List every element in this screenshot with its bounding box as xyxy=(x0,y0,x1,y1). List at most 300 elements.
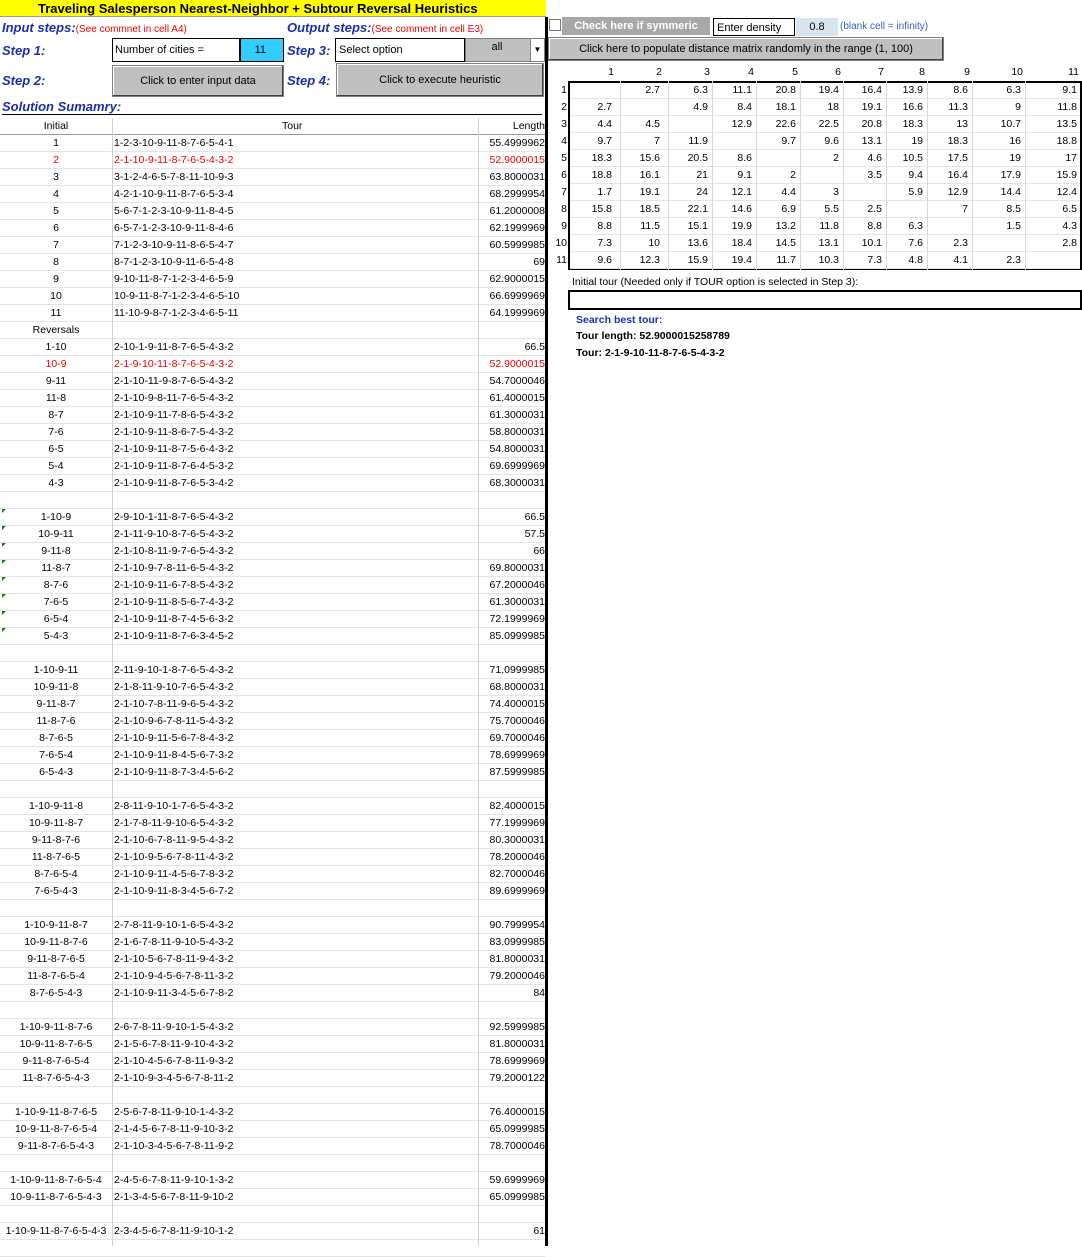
matrix-cell[interactable]: 16 xyxy=(1009,135,1021,147)
matrix-cell[interactable]: 13.6 xyxy=(687,237,708,249)
row-initial: 10-9-11-8-7-6-5 xyxy=(19,1038,93,1050)
matrix-cell[interactable]: 19 xyxy=(911,135,923,147)
grid-line xyxy=(0,185,545,186)
row-initial: 11-8-7-6 xyxy=(36,715,76,727)
matrix-cell[interactable]: 3 xyxy=(833,186,839,198)
table-row xyxy=(0,696,546,713)
row-length: 65.0999985 xyxy=(489,1191,545,1203)
matrix-cell[interactable]: 8.6 xyxy=(953,84,968,96)
row-length: 75.7000046 xyxy=(489,715,545,727)
solution-summary-label: Solution Sumamry: xyxy=(2,99,542,115)
matrix-col-header: 7 xyxy=(878,66,884,78)
grid-line xyxy=(886,81,887,270)
matrix-cell[interactable]: 12.9 xyxy=(731,118,752,130)
row-tour: 2-1-10-9-11-4-5-6-7-8-3-2 xyxy=(114,868,234,880)
grid-line xyxy=(0,321,545,322)
table-row xyxy=(0,1223,546,1240)
row-tour: 2-1-10-9-11-8-4-5-6-7-3-2 xyxy=(114,749,234,761)
row-initial: 9-11-8 xyxy=(41,545,71,557)
row-initial: 10-9-11-8-7 xyxy=(28,817,84,829)
matrix-cell[interactable]: 4.4 xyxy=(597,118,612,130)
matrix-cell[interactable] xyxy=(756,150,796,167)
grid-line xyxy=(668,81,669,270)
num-cities-input[interactable]: 11 xyxy=(240,38,284,62)
table-row xyxy=(0,203,546,220)
best-tour-text: Tour: 2-1-9-10-11-8-7-6-5-4-3-2 xyxy=(576,347,725,359)
grid-line xyxy=(0,1018,545,1019)
table-row xyxy=(0,1070,546,1087)
matrix-row-header: 6 xyxy=(561,169,567,181)
matrix-cell[interactable]: 9.7 xyxy=(597,135,612,147)
row-length: 67.2000046 xyxy=(489,579,545,591)
row-tour: 8-7-1-2-3-10-9-11-6-5-4-8 xyxy=(114,256,234,268)
matrix-cell[interactable] xyxy=(843,184,882,201)
grid-line xyxy=(0,729,545,730)
matrix-cell[interactable]: 9.6 xyxy=(597,254,612,266)
grid-line xyxy=(0,763,545,764)
grid-line xyxy=(0,474,545,475)
row-length: 89.6999969 xyxy=(489,885,545,897)
matrix-cell[interactable] xyxy=(972,235,1021,252)
row-length: 82.4000015 xyxy=(489,800,545,812)
matrix-cell[interactable]: 16.4 xyxy=(947,169,968,181)
matrix-cell[interactable]: 21 xyxy=(696,169,708,181)
matrix-row-header: 1 xyxy=(561,84,567,96)
grid-line xyxy=(0,270,545,271)
grid-line xyxy=(0,814,545,815)
matrix-cell[interactable]: 12.3 xyxy=(639,254,660,266)
table-row xyxy=(0,747,546,764)
row-initial: 9 xyxy=(53,273,59,285)
row-length: 69 xyxy=(533,256,545,268)
row-initial: 6-5 xyxy=(48,443,64,455)
grid-line xyxy=(0,236,545,237)
row-initial: 8-7-6-5 xyxy=(39,732,73,744)
title-fill xyxy=(546,0,1082,17)
matrix-cell[interactable]: 2.3 xyxy=(953,237,968,249)
matrix-cell[interactable] xyxy=(568,82,612,99)
table-row xyxy=(0,1053,546,1070)
matrix-cell[interactable]: 4.6 xyxy=(867,152,882,164)
matrix-cell[interactable]: 18.3 xyxy=(591,152,612,164)
matrix-cell[interactable]: 10.7 xyxy=(1000,118,1021,130)
table-row xyxy=(0,713,546,730)
grid-line xyxy=(800,81,801,270)
matrix-cell[interactable]: 8.4 xyxy=(737,101,752,113)
matrix-cell[interactable]: 9.1 xyxy=(737,169,752,181)
row-length: 69.8000031 xyxy=(489,562,545,574)
matrix-cell[interactable]: 18.4 xyxy=(731,237,752,249)
row-tour: 2-1-10-9-11-8-5-6-7-4-3-2 xyxy=(114,596,234,608)
row-tour: 2-1-10-9-11-7-8-6-5-4-3-2 xyxy=(114,409,234,421)
matrix-cell[interactable]: 2.5 xyxy=(867,203,882,215)
matrix-cell[interactable] xyxy=(620,99,660,116)
row-length: 57.5 xyxy=(524,528,545,540)
row-length: 69.7000046 xyxy=(489,732,545,744)
execute-heuristic-button[interactable]: Click to execute heuristic xyxy=(336,63,544,97)
matrix-cell[interactable]: 24 xyxy=(696,186,708,198)
matrix-cell[interactable] xyxy=(800,167,839,184)
table-row xyxy=(0,1104,546,1121)
row-initial: 1-10-9-11 xyxy=(33,664,79,676)
row-initial: 11-8 xyxy=(45,392,67,404)
grid-line xyxy=(0,440,545,441)
row-initial: 9-11-8-7-6-5-4-3 xyxy=(17,1140,95,1152)
matrix-col-header: 1 xyxy=(608,66,614,78)
matrix-cell[interactable]: 8.8 xyxy=(597,220,612,232)
matrix-cell[interactable]: 8.6 xyxy=(737,152,752,164)
matrix-cell[interactable]: 4.3 xyxy=(1062,220,1077,232)
row-initial: 10-9-11-8-7-6-5-4-3 xyxy=(10,1191,102,1203)
matrix-cell[interactable]: 18.1 xyxy=(775,101,796,113)
table-row xyxy=(0,356,546,373)
matrix-cell[interactable] xyxy=(1025,252,1077,269)
matrix-cell[interactable]: 2 xyxy=(790,169,796,181)
row-length: 81.8000031 xyxy=(489,953,545,965)
grid-line xyxy=(0,695,545,696)
matrix-cell[interactable]: 13.9 xyxy=(902,84,923,96)
symmetric-label[interactable]: Check here if symmeric xyxy=(562,17,710,35)
table-row xyxy=(0,237,546,254)
table-row xyxy=(0,135,546,152)
row-length: 85.0999985 xyxy=(489,630,545,642)
matrix-cell[interactable]: 7.6 xyxy=(908,237,923,249)
grid-line xyxy=(0,457,545,458)
matrix-cell[interactable]: 20.8 xyxy=(775,84,796,96)
matrix-cell[interactable]: 18 xyxy=(827,101,839,113)
matrix-cell[interactable]: 15.8 xyxy=(591,203,612,215)
matrix-cell[interactable]: 13.1 xyxy=(861,135,882,147)
row-initial: 7 xyxy=(53,239,59,251)
row-initial: 11 xyxy=(50,307,62,319)
chevron-down-icon[interactable]: ▼ xyxy=(530,39,544,61)
matrix-cell[interactable]: 6.3 xyxy=(1006,84,1021,96)
matrix-cell[interactable] xyxy=(927,218,968,235)
grid-line xyxy=(0,304,545,305)
density-input[interactable]: 0.8 xyxy=(796,18,838,36)
row-initial: 6 xyxy=(53,222,59,234)
grid-line xyxy=(0,355,545,356)
matrix-cell[interactable]: 22.1 xyxy=(687,203,708,215)
matrix-cell[interactable]: 10.3 xyxy=(818,254,839,266)
table-row xyxy=(0,679,546,696)
grid-line xyxy=(0,1154,545,1155)
matrix-cell[interactable]: 16.6 xyxy=(902,101,923,113)
row-initial: 9-11-8-7-6-5-4 xyxy=(22,1055,90,1067)
input-steps-header xyxy=(2,20,284,36)
grid-line xyxy=(0,1171,545,1172)
matrix-cell[interactable]: 20.8 xyxy=(861,118,882,130)
grid-line xyxy=(1025,81,1026,270)
table-row xyxy=(0,271,546,288)
row-length: 68.8000031 xyxy=(489,681,545,693)
row-initial: 10-9-11-8-7-6-5-4 xyxy=(14,1123,98,1135)
row-tour: 5-6-7-1-2-3-10-9-11-8-4-5 xyxy=(114,205,234,217)
matrix-cell[interactable]: 8.5 xyxy=(1006,203,1021,215)
matrix-cell[interactable]: 14.4 xyxy=(1000,186,1021,198)
symmetric-checkbox[interactable] xyxy=(549,19,561,31)
row-length: 81.8000031 xyxy=(489,1038,545,1050)
row-tour: 2-1-10-9-11-8-7-5-6-4-3-2 xyxy=(114,443,234,455)
matrix-row-header: 9 xyxy=(561,220,567,232)
matrix-cell[interactable]: 22.6 xyxy=(775,118,796,130)
row-length: 62.9000015 xyxy=(489,273,545,285)
row-length: 61.2000008 xyxy=(489,205,545,217)
row-initial: 1-10-9-11-8-7 xyxy=(24,919,88,931)
matrix-cell[interactable]: 15.1 xyxy=(687,220,708,232)
row-tour: 2-4-5-6-7-8-11-9-10-1-3-2 xyxy=(114,1174,234,1186)
matrix-cell[interactable]: 11.8 xyxy=(819,220,839,232)
row-tour: 2-1-10-9-11-8-7-4-5-6-3-2 xyxy=(114,613,234,625)
row-length: 52.9000015 xyxy=(489,154,545,166)
matrix-cell[interactable]: 11.9 xyxy=(688,135,708,147)
matrix-col-header: 5 xyxy=(792,66,798,78)
matrix-cell[interactable]: 9 xyxy=(1015,101,1021,113)
matrix-cell[interactable]: 1.5 xyxy=(1006,220,1021,232)
matrix-cell[interactable]: 7.3 xyxy=(597,237,612,249)
matrix-row-header: 8 xyxy=(561,203,567,215)
row-initial: 11-8-7 xyxy=(41,562,71,574)
density-note: (blank cell = infinity) xyxy=(840,21,929,32)
matrix-cell[interactable]: 9.6 xyxy=(824,135,839,147)
row-length: 68.2999954 xyxy=(489,188,545,200)
row-initial: 2 xyxy=(53,154,59,166)
matrix-row-header: 11 xyxy=(556,254,567,266)
step2-label: Step 2: xyxy=(2,73,46,88)
matrix-cell[interactable]: 15.6 xyxy=(639,152,660,164)
matrix-cell[interactable]: 5.5 xyxy=(824,203,839,215)
row-tour: 2-11-9-10-1-8-7-6-5-4-3-2 xyxy=(114,664,234,676)
matrix-cell[interactable]: 19.4 xyxy=(731,254,752,266)
step1-label: Step 1: xyxy=(2,43,46,58)
row-length: 66.5 xyxy=(524,341,545,353)
matrix-cell[interactable]: 11.5 xyxy=(640,220,660,232)
matrix-cell[interactable]: 2.8 xyxy=(1062,237,1077,249)
row-tour: 2-1-10-9-11-8-7-6-5-4-3-2 xyxy=(114,154,234,166)
matrix-cell[interactable]: 13.5 xyxy=(1056,118,1077,130)
matrix-cell[interactable]: 9.7 xyxy=(781,135,796,147)
matrix-cell[interactable]: 18.8 xyxy=(591,169,612,181)
table-row xyxy=(0,883,546,900)
row-length: 68.3000031 xyxy=(489,477,545,489)
matrix-cell[interactable]: 2.7 xyxy=(645,84,660,96)
matrix-cell[interactable]: 19 xyxy=(1009,152,1021,164)
matrix-cell[interactable] xyxy=(886,201,923,218)
row-tour: 2-1-6-7-8-11-9-10-5-4-3-2 xyxy=(114,936,234,948)
row-initial: 1-10-9-11-8-7-6-5-4 xyxy=(10,1174,102,1186)
matrix-cell[interactable]: 2 xyxy=(833,152,839,164)
matrix-cell[interactable]: 11.1 xyxy=(732,84,752,96)
row-initial: 8-7-6-5-4-3 xyxy=(29,987,83,999)
matrix-cell[interactable]: 2.3 xyxy=(1006,254,1021,266)
grid-line xyxy=(0,610,545,611)
table-row xyxy=(0,985,546,1002)
initial-tour-input[interactable] xyxy=(568,290,1082,310)
row-length: 82.7000046 xyxy=(489,868,545,880)
matrix-cell[interactable]: 1.7 xyxy=(597,186,612,198)
grid-line xyxy=(0,831,545,832)
grid-line xyxy=(570,268,1080,269)
matrix-cell[interactable]: 7 xyxy=(654,135,660,147)
matrix-cell[interactable]: 20.5 xyxy=(687,152,708,164)
row-length: 54.7000046 xyxy=(489,375,545,387)
row-length: 60.5999985 xyxy=(489,239,545,251)
grid-line xyxy=(0,1086,545,1087)
matrix-cell[interactable]: 15.9 xyxy=(1056,169,1077,181)
matrix-cell[interactable]: 4.1 xyxy=(953,254,968,266)
row-initial: 8-7-6-5-4 xyxy=(34,868,78,880)
grid-line xyxy=(0,644,545,645)
matrix-cell[interactable]: 12.9 xyxy=(947,186,968,198)
grid-line xyxy=(478,118,479,1246)
matrix-cell[interactable] xyxy=(712,133,752,150)
matrix-cell[interactable]: 18.3 xyxy=(947,135,968,147)
matrix-cell[interactable]: 14.6 xyxy=(731,203,752,215)
grid-line xyxy=(0,372,545,373)
matrix-cell[interactable]: 14.5 xyxy=(775,237,796,249)
matrix-cell[interactable]: 6.3 xyxy=(693,84,708,96)
grid-line xyxy=(0,151,545,152)
row-initial: 9-11-8-7 xyxy=(36,698,76,710)
matrix-cell[interactable]: 19.9 xyxy=(731,220,752,232)
matrix-cell[interactable]: 4.8 xyxy=(908,254,923,266)
matrix-row-header: 7 xyxy=(561,186,567,198)
matrix-cell[interactable]: 13.1 xyxy=(818,237,839,249)
matrix-cell[interactable]: 9.1 xyxy=(1062,84,1077,96)
row-initial: 6-5-4 xyxy=(43,613,69,625)
matrix-cell[interactable]: 22.5 xyxy=(818,118,839,130)
grid-line xyxy=(0,865,545,866)
matrix-cell[interactable]: 16.1 xyxy=(639,169,660,181)
row-initial: 6-5-4-3 xyxy=(39,766,73,778)
grid-line xyxy=(0,950,545,951)
matrix-cell[interactable]: 18.8 xyxy=(1056,135,1077,147)
row-length: 78.2000046 xyxy=(489,851,545,863)
matrix-col-header: 3 xyxy=(704,66,710,78)
table-row xyxy=(0,1189,546,1206)
matrix-cell[interactable]: 2.7 xyxy=(597,101,612,113)
matrix-cell[interactable]: 17.5 xyxy=(947,152,968,164)
row-length: 92.5999985 xyxy=(489,1021,545,1033)
grid-line xyxy=(0,168,545,169)
matrix-cell[interactable]: 19.1 xyxy=(861,101,882,113)
matrix-cell[interactable]: 12.1 xyxy=(731,186,752,198)
row-initial: 9-11 xyxy=(45,375,67,387)
populate-matrix-button[interactable]: Click here to populate distance matrix randomly in the range (1, 100) xyxy=(548,37,944,61)
grid-line xyxy=(0,338,545,339)
matrix-cell[interactable] xyxy=(668,116,708,133)
option-dropdown[interactable] xyxy=(465,38,545,62)
matrix-cell[interactable]: 8.8 xyxy=(867,220,882,232)
matrix-cell[interactable]: 18.3 xyxy=(902,118,923,130)
matrix-cell[interactable]: 18.5 xyxy=(639,203,660,215)
matrix-cell[interactable]: 7 xyxy=(962,203,968,215)
grid-line xyxy=(0,661,545,662)
table-row xyxy=(0,339,546,356)
row-tour: 7-1-2-3-10-9-11-8-6-5-4-7 xyxy=(114,239,234,251)
grid-line xyxy=(972,81,973,270)
num-cities-label: Number of cities = xyxy=(112,38,240,62)
matrix-cell[interactable]: 10.1 xyxy=(861,237,882,249)
matrix-cell[interactable]: 13.2 xyxy=(775,220,796,232)
row-tour: 2-1-10-9-11-8-7-6-4-5-3-2 xyxy=(114,460,234,472)
grid-line xyxy=(756,81,757,270)
row-tour: 2-1-10-9-11-8-7-6-5-3-4-2 xyxy=(114,477,234,489)
row-initial: 1-10-9-11-8 xyxy=(28,800,84,812)
row-length: 52.9000015 xyxy=(489,358,545,370)
matrix-cell[interactable]: 7.3 xyxy=(867,254,882,266)
header-length: Length xyxy=(512,120,545,132)
matrix-cell[interactable]: 4.9 xyxy=(693,101,708,113)
matrix-cell[interactable]: 4.4 xyxy=(781,186,796,198)
matrix-cell[interactable]: 4.5 xyxy=(645,118,660,130)
matrix-cell[interactable]: 9.4 xyxy=(908,169,923,181)
grid-line xyxy=(0,542,545,543)
matrix-cell[interactable]: 19.4 xyxy=(818,84,839,96)
row-initial: 4-3 xyxy=(48,477,64,489)
grid-line xyxy=(0,899,545,900)
row-initial: 8 xyxy=(53,256,59,268)
row-length: 76.4000015 xyxy=(489,1106,545,1118)
row-tour: 2-1-10-9-6-7-8-11-5-4-3-2 xyxy=(114,715,234,727)
matrix-cell[interactable]: 3.5 xyxy=(867,169,882,181)
matrix-cell[interactable]: 11.7 xyxy=(776,254,796,266)
matrix-cell[interactable]: 6.5 xyxy=(1062,203,1077,215)
row-initial: 5-4-3 xyxy=(43,630,69,642)
enter-input-data-button[interactable]: Click to enter input data xyxy=(112,65,284,97)
matrix-cell[interactable]: 15.9 xyxy=(687,254,708,266)
matrix-cell[interactable]: 12.4 xyxy=(1056,186,1077,198)
row-length: 79.2000122 xyxy=(489,1072,545,1084)
row-length: 61.3000031 xyxy=(489,409,545,421)
table-row xyxy=(0,730,546,747)
table-row xyxy=(0,254,546,271)
input-steps-note: (See commnet in cell A4) xyxy=(75,24,187,35)
matrix-cell[interactable]: 17 xyxy=(1065,152,1077,164)
matrix-cell[interactable]: 5.9 xyxy=(908,186,923,198)
matrix-cell[interactable]: 6.3 xyxy=(908,220,923,232)
row-tour: 2-1-10-6-7-8-11-9-5-4-3-2 xyxy=(114,834,234,846)
matrix-cell[interactable]: 6.9 xyxy=(781,203,796,215)
matrix-cell[interactable]: 13 xyxy=(956,118,968,130)
row-tour: 2-1-3-4-5-6-7-8-11-9-10-2 xyxy=(114,1191,234,1203)
grid-line xyxy=(0,746,545,747)
matrix-cell[interactable]: 11.8 xyxy=(1057,101,1077,113)
table-row xyxy=(0,475,546,492)
matrix-cell[interactable]: 19.1 xyxy=(639,186,660,198)
matrix-cell[interactable]: 11.3 xyxy=(948,101,968,113)
table-row xyxy=(0,560,546,577)
row-length: 59.6999969 xyxy=(489,1174,545,1186)
row-tour: 2-1-10-9-11-6-7-8-5-4-3-2 xyxy=(114,579,234,591)
row-initial: 11-8-7-6-5-4-3 xyxy=(22,1072,90,1084)
row-initial: 9-11-8-7-6 xyxy=(31,834,81,846)
row-length: 78.6999969 xyxy=(489,1055,545,1067)
row-tour: 2-9-10-1-11-8-7-6-5-4-3-2 xyxy=(114,511,234,523)
row-initial: 9-11-8-7-6-5 xyxy=(27,953,85,965)
row-initial: 8-7 xyxy=(48,409,64,421)
matrix-cell[interactable]: 10.5 xyxy=(902,152,923,164)
row-initial: 10-9-11-8-7-6 xyxy=(24,936,88,948)
row-tour: 2-1-10-5-6-7-8-11-9-4-3-2 xyxy=(114,953,234,965)
matrix-cell[interactable]: 17.9 xyxy=(1000,169,1021,181)
matrix-cell[interactable]: 16.4 xyxy=(861,84,882,96)
grid-line xyxy=(712,81,713,270)
matrix-cell[interactable]: 10 xyxy=(648,237,660,249)
row-length: 65.0999985 xyxy=(489,1123,545,1135)
grid-line xyxy=(0,933,545,934)
matrix-col-header: 2 xyxy=(656,66,662,78)
